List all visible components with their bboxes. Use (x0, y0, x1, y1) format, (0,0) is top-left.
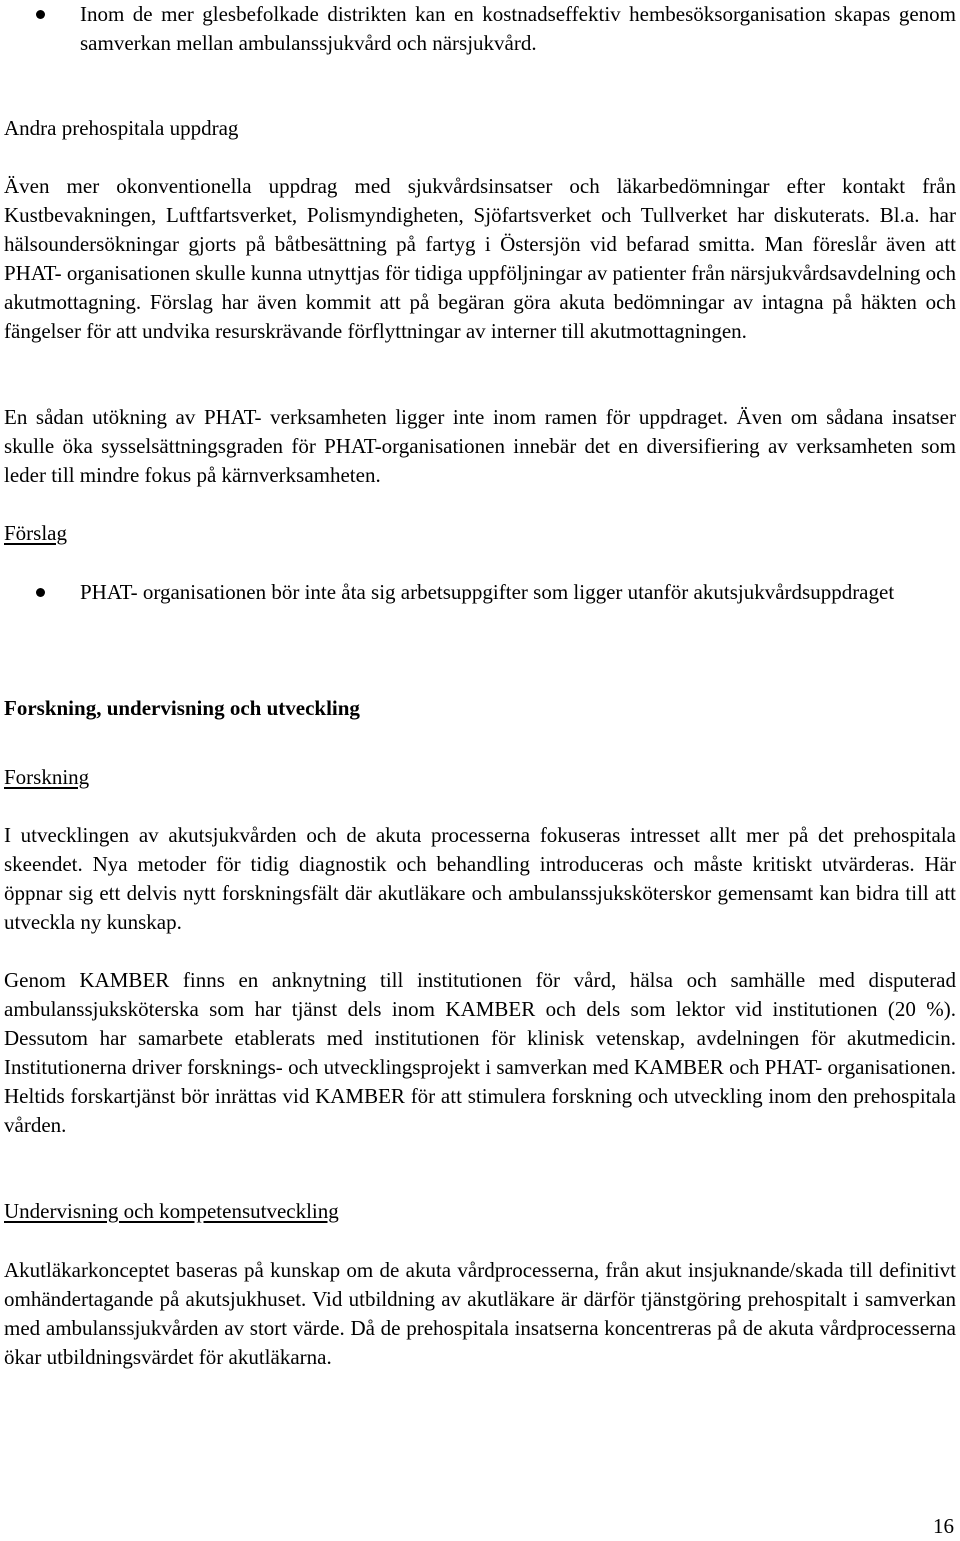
bullet-text: Inom de mer glesbefolkade distrikten kan en kostnadseffektiv hembesöksorganisation skapas genom samverkan mellan ambulanssjukvård och närsjukvård. (80, 2, 956, 55)
bullet-dot (36, 10, 45, 19)
paragraph-forskning-2: Genom KAMBER finns en anknytning till institutionen för vård, hälsa och samhälle med disputerad ambulanssjuksköterska som har tjänst dels inom KAMBER och dels som lektor vid institutionen (20 %). Dessutom har samarbete etablerats med institutionen för klinisk vetenskap, avdelningen för akutmedicin. Institutionerna driver forsknings- och utvecklingsprojekt i samverkan med KAMBER och PHAT- organisationen. Heltids forskartjänst bör inrättas vid KAMBER för att stimulera forskning och utveckling inom den prehospitala vården. (4, 968, 956, 1137)
bullet-item-forslag (4, 578, 956, 607)
heading-forslag: Förslag (4, 521, 67, 545)
paragraph-forskning-1: I utvecklingen av akutsjukvården och de akuta processerna fokuseras intresset allt mer på det prehospitala skeendet. Nya metoder för tidig diagnostik och behandling introduceras och måste kritiskt utvärderas. Här öppnar sig ett delvis nytt forskningsfält där akutläkare och ambulanssjuksköterskor gemensamt kan bidra till att utveckla ny kunskap. (4, 823, 956, 934)
subheading-forskning: Forskning (4, 765, 90, 789)
paragraph-andra-2: En sådan utökning av PHAT- verksamheten ligger inte inom ramen för uppdraget. Även om sådana insatser skulle öka sysselsättningsgraden för PHAT-organisationen innebär det en diversifiering av verksamheten som leder till mindre fokus på kärnverksamheten. (4, 405, 956, 487)
page-number: 16 (933, 1514, 954, 1538)
heading-andra-uppdrag: Andra prehospitala uppdrag (4, 116, 239, 140)
bullet-dot (36, 588, 45, 597)
subheading-undervisning: Undervisning och kompetensutveckling (4, 1199, 339, 1223)
bullet-text: PHAT- organisationen bör inte åta sig arbetsuppgifter som ligger utanför akutsjukvårdsuppdraget (80, 580, 895, 604)
heading-forskning-undervisning: Forskning, undervisning och utveckling (4, 696, 360, 720)
paragraph-undervisning: Akutläkarkonceptet baseras på kunskap om de akuta vårdprocesserna, från akut insjuknande/skada till definitivt omhändertagande på akutsjukhuset. Vid utbildning av akutläkare är därför tjänstgöring prehospitalt i samverkan med ambulanssjukvården av stort värde. Då de prehospitala insatserna koncentreras på de akuta vårdprocesserna ökar utbildningsvärdet för akutläkarna. (4, 1258, 956, 1369)
bullet-item-top (4, 0, 956, 58)
paragraph-andra-1: Även mer okonventionella uppdrag med sjukvårdsinsatser och läkarbedömningar efter kontakt från Kustbevakningen, Luftfartsverket, Polismyndigheten, Sjöfartsverket och Tullverket har diskuterats. Bl.a. har hälsoundersökningar gjorts på båtbesättning på fartyg i Östersjön vid befarad smitta. Man föreslår även att PHAT- organisationen skulle kunna utnyttjas för tidiga uppföljningar av patienter från närsjukvårdsavdelning och akutmottagning. Förslag har även kommit att på begäran göra akuta bedömningar av intagna på häkten och fängelser för att undvika resurskrävande förflyttningar av interner till akutmottagningen. (4, 174, 956, 343)
